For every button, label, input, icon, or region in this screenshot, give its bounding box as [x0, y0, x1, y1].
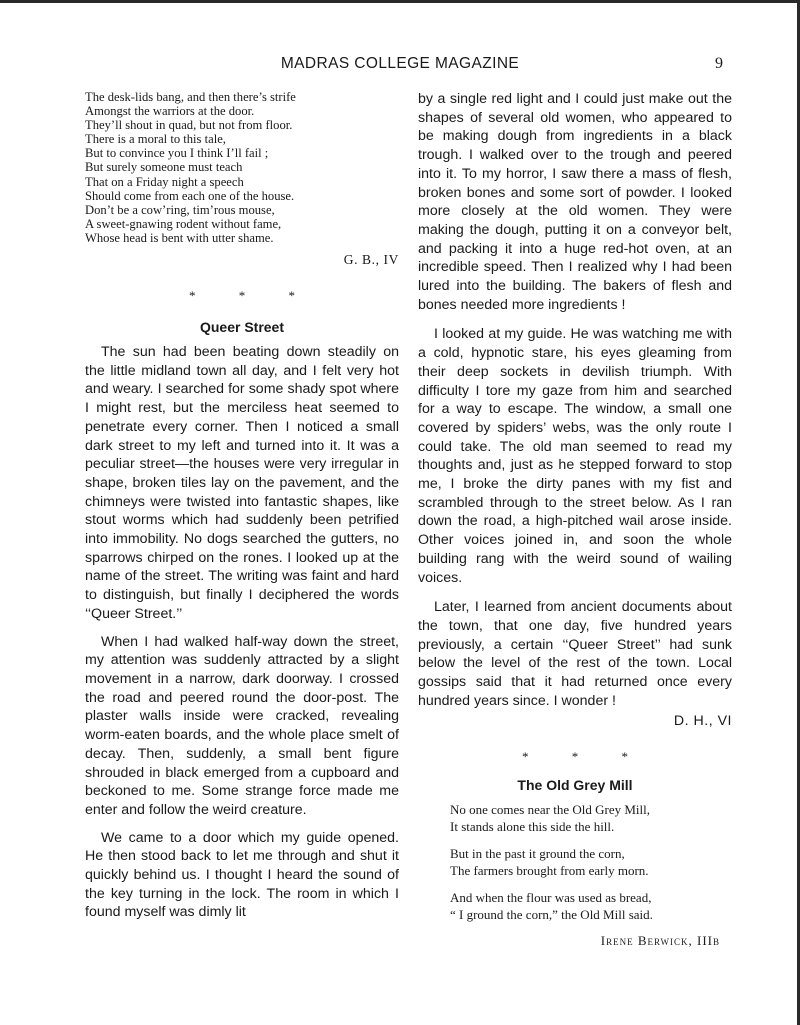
poem-line: Whose head is bent with utter shame. — [85, 230, 274, 245]
poem-stanza — [450, 801, 732, 836]
story-paragraph: Later, I learned from ancient documents about the town, that one day, five hundred years previously, a certain ‘‘Queer Street’’ had sunk below the level of the rest of the town. Local gossips said that it had returned once every hundred years since. I wonder ! — [418, 599, 732, 709]
poem-line: Should come from each one of the house. — [85, 188, 295, 203]
left-column — [85, 90, 399, 922]
poem-line: They’ll shout in quad, but not from floor. — [85, 118, 293, 133]
story-paragraph: When I had walked half-way down the street, my attention was suddenly attracted by a slight movement in a narrow, dark doorway. I crossed the road and peered round the door-post. The plaster walls inside were cracked, revealing worm-eaten boards, and the whole place smelt of decay. Then, suddenly, a small bent figure shrouded in black emerged from a cupboard and beckoned to me. Some strange force made me enter and follow the weird creature. — [85, 633, 399, 818]
poem-line: But surely someone must teach — [85, 160, 243, 175]
poem-title: The Old Grey Mill — [517, 776, 633, 793]
poem-line: A sweet-gnawing rodent without fame, — [85, 216, 282, 231]
story-paragraph: The sun had been beating down steadily on the little midland town all day, and I felt very hot and weary. I searched for some shady spot where I might rest, but the merciless heat seemed to penetrate every corner. Then I noticed a small dark street to my left and turned into it. It was a peculiar street—the houses were very irregular in shape, broken tiles lay on the pavement, and the chimneys were twisted into fantastic shapes, like stout worms which had suddenly been petrified into immobility. No dogs searched the gutters, no sparrows chirped on the rones. I looked up at the name of the street. The writing was faint and hard to distinguish, but finally I deciphered the words ‘‘Queer Street.’’ — [85, 344, 399, 622]
story-paragraph: I looked at my guide. He was watching me with a cold, hypnotic stare, his eyes gleaming from their deep sockets in devilish triumph. With difficulty I tore my gaze from him and searched for a way to escape. The window, a small one covered by spiders’ webs, was the only route I could take. The old man seemed to read my thoughts and, just as he stepped forward to stop me, I broke the dirty panes with my fist and scrambled through to the street below. As I ran down the road, a high-pitched wail arose inside. Other voices joined in, and soon the whole building rang with the weird sound of wailing voices. — [418, 326, 732, 586]
story-signature: D. H., VI — [673, 712, 732, 729]
page-number: 9 — [715, 55, 723, 72]
poem-author: Irene Berwick, IIIb — [600, 932, 720, 948]
poem-line: Amongst the warriors at the door. — [85, 104, 255, 119]
top-border — [0, 0, 800, 3]
story-paragraph: by a single red light and I could just make out the shapes of several old women, who appeared to be making dough from ingredients in a black trough. I walked over to the trough and peered into it. To my horror, I saw there a mass of flesh, broken bones and some sort of powder. I looked more closely at the old women. They were making the dough, putting it on a conveyor belt, and packing it into a huge red-hot oven, at an incredible speed. Then I realized why I had been lured into the building. The bakers of flesh and bones needed more ingredients ! — [418, 91, 732, 313]
poem-line: Don’t be a cow’ring, tim’rous mouse, — [85, 202, 275, 217]
story-paragraph: We came to a door which my guide opened. He then stood back to let me through and shut it quickly behind us. I thought I heard the sound of the key turning in the lock. The room in which I found myself was dimly lit — [85, 829, 399, 921]
poem-line: And when the flour was used as bread, — [450, 889, 652, 905]
poem-line: It stands alone this side the hill. — [450, 819, 615, 834]
poem-line: The desk-lids bang, and then there’s strife — [85, 90, 296, 104]
magazine-title: MADRAS COLLEGE MAGAZINE — [280, 55, 520, 72]
story-title: Queer Street — [199, 319, 285, 336]
section-separator: * * * — [522, 748, 648, 764]
poem-signature: G. B., IV — [343, 252, 399, 268]
poem-line: No one comes near the Old Grey Mill, — [450, 801, 651, 817]
poem-stanza — [450, 889, 732, 924]
poem-line: The farmers brought from early morn. — [450, 863, 649, 878]
poem-line: There is a moral to this tale, — [85, 132, 226, 147]
section-separator: * * * — [189, 288, 315, 304]
poem-line: “ I ground the corn,” the Old Mill said. — [450, 907, 653, 922]
poem-line: But to convince you I think I’ll fail ; — [85, 146, 269, 161]
right-column — [418, 90, 732, 949]
poem-line: But in the past it ground the corn, — [450, 845, 625, 861]
poem-line: That on a Friday night a speech — [85, 174, 244, 189]
poem-old-grey-mill — [418, 801, 732, 924]
poem-desk-lids — [85, 90, 399, 245]
poem-stanza — [450, 845, 732, 880]
